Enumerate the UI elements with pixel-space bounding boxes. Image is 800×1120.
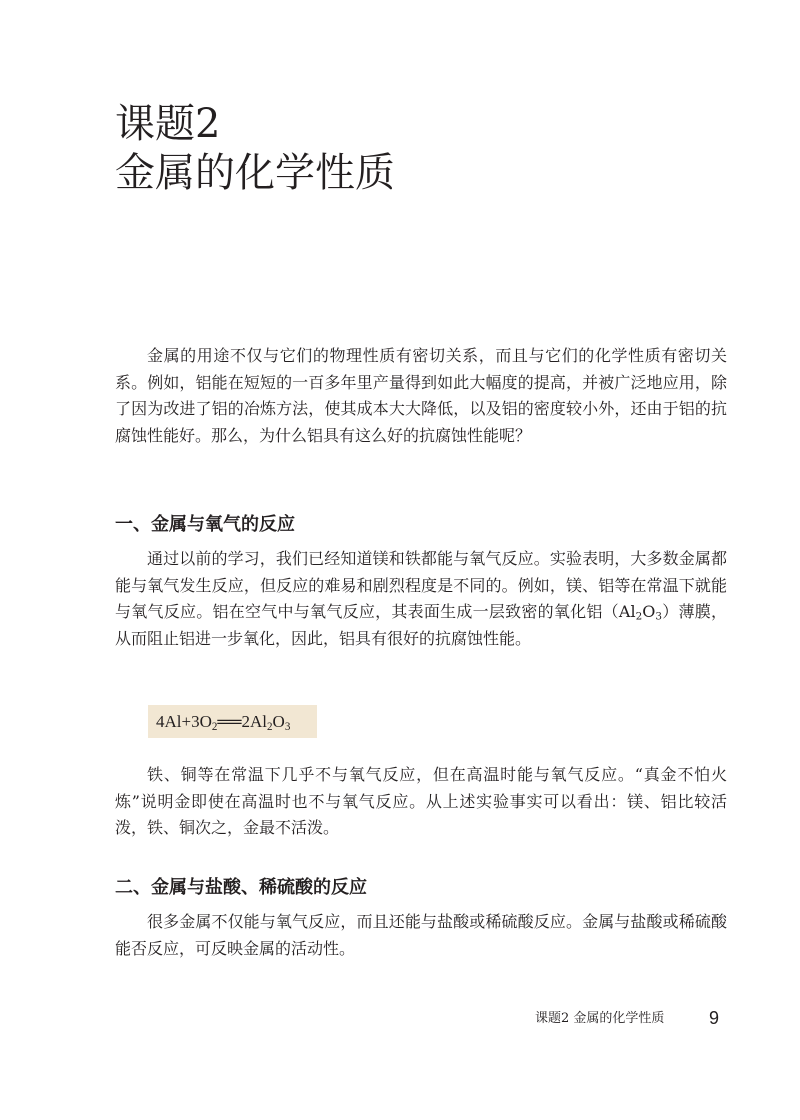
formula-al-sub: 2 (635, 610, 643, 623)
lesson-number: 课题2 (115, 101, 221, 147)
section1-paragraph1-text-b: ）薄膜，从而阻止铝进一步氧化，因此，铝具有很好的抗腐蚀性能。 (115, 602, 727, 648)
chemical-equation (148, 705, 317, 738)
formula-o: O (642, 602, 656, 621)
formula-al: Al (618, 602, 636, 621)
intro-paragraph: 金属的用途不仅与它们的物理性质有密切关系，而且与它们的化学性质有密切关系。例如，铝能在短短的一百多年里产量得到如此大幅度的提高，并被广泛地应用，除了因为改进了铝的冶炼方法，使其成本大大降低，以及铝的密度较小外，还由于铝的抗腐蚀性能好。那么，为什么铝具有这么好的抗腐蚀性能呢？ (115, 346, 727, 445)
alumina-formula (619, 602, 662, 621)
section1-paragraph2: 铁、铜等在常温下几乎不与氧气反应，但在高温时能与氧气反应。“真金不怕火炼”说明金即使在高温时也不与氧气反应。从上述实验事实可以看出：镁、铝比较活泼，铁、铜次之，金最不活泼。 (115, 765, 727, 837)
section1-heading: 一、金属与氧气的反应 (115, 514, 295, 535)
equation-rhs: 2Al (241, 712, 267, 731)
equation-lhs-sub: 2 (211, 720, 218, 733)
page-number: 9 (709, 1008, 720, 1028)
section2-heading: 二、金属与盐酸、稀硫酸的反应 (115, 877, 367, 898)
equation-rhs-o: O (272, 712, 285, 731)
section2-paragraph1: 很多金属不仅能与氧气反应，而且还能与盐酸或稀硫酸反应。金属与盐酸或稀硫酸能否反应，可反映金属的活动性。 (115, 912, 727, 958)
section1-paragraph1 (115, 546, 727, 652)
equation-sign: ══ (217, 712, 242, 731)
equation-rhs-sub1: 2 (267, 720, 273, 733)
lesson-title: 金属的化学性质 (115, 150, 395, 196)
section1-paragraph1-text-a: 通过以前的学习，我们已经知道镁和铁都能与氧气反应。实验表明，大多数金属都能与氧气发生反应，但反应的难易和剧烈程度是不同的。例如，镁、铝等在常温下就能与氧气反应。铝在空气中与氧气反应，其表面生成一层致密的氧化铝（ (115, 549, 727, 621)
equation-lhs: 4Al+3O (156, 712, 212, 731)
formula-o-sub: 3 (655, 610, 662, 623)
equation-rhs-sub2: 3 (284, 720, 291, 733)
running-footer-title: 课题2 金属的化学性质 (535, 1011, 665, 1026)
